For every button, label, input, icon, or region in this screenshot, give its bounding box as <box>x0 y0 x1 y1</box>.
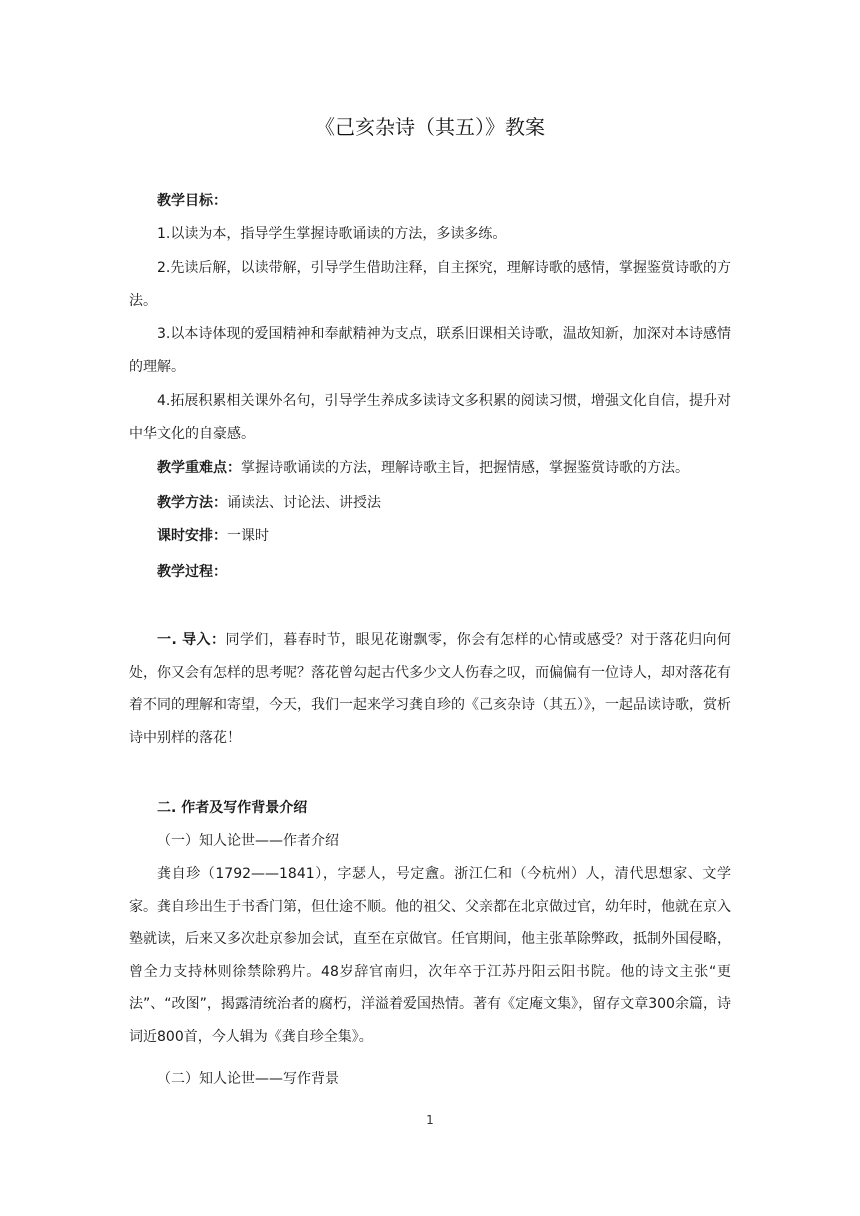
subsection2-heading: （二）知人论世——写作背景 <box>157 1071 339 1087</box>
page-number: 1 <box>426 1113 434 1127</box>
methods-line <box>129 487 731 520</box>
author-bio-paragraph: 龚自珍（1792——1841），字瑟人，号定盦。浙江仁和（今杭州）人，清代思想家、文学家。龚自珍出生于书香门第，但仕途不顺。他的祖父、父亲都在北京做过官，幼年时，他就在京入塾就读，后来又多次赴京参加会试，直至在京做官。任官期间，他主张革除弊政，抵制外国侵略，曾全力支持林则徐禁除鸦片。48岁辞官南归，次年卒于江苏丹阳云阳书院。他的诗文主张“更法”、“改图”，揭露清统治者的腐朽，洋溢着爱国热情。著有《定庵文集》，留存文章300余篇，诗词近800首，今人辑为《龚自珍全集》。 <box>129 866 731 1045</box>
document-title: 《己亥杂诗（其五）》教案 <box>315 115 545 139</box>
objectives-heading <box>129 185 731 218</box>
schedule-label: 课时安排： <box>157 528 227 544</box>
schedule-line <box>129 520 731 553</box>
methods-text: 诵读法、讨论法、讲授法 <box>227 495 381 511</box>
key-points-text: 掌握诗歌诵读的方法，理解诗歌主旨，把握情感，掌握鉴赏诗歌的方法。 <box>241 460 689 476</box>
key-points-label: 教学重难点： <box>157 460 241 476</box>
objective-item-2: 2.先读后解，以读带解，引导学生借助注释，自主探究，理解诗歌的感情，掌握鉴赏诗歌的方法。 <box>129 260 731 309</box>
section1-text: 同学们，暮春时节，眼见花谢飘零，你会有怎样的心情或感受？对于落花归向何处，你又会有怎样的思考呢？落花曾勾起古代多少文人伤春之叹，而偏偏有一位诗人，却对落花有着不同的理解和寄望，今天，我们一起来学习龚自珍的《己亥杂诗（其五）》，一起品读诗歌，赏析诗中别样的落花！ <box>129 632 731 746</box>
methods-label: 教学方法： <box>157 495 227 511</box>
objective-item-3: 3.以本诗体现的爱国精神和奉献精神为支点，联系旧课相关诗歌，温故知新，加深对本诗感情的理解。 <box>129 326 731 375</box>
subsection1-heading: （一）知人论世——作者介绍 <box>157 833 339 849</box>
process-line <box>129 556 731 589</box>
objectives-label: 教学目标： <box>157 193 227 209</box>
section1-paragraph <box>129 624 731 754</box>
objective-item-1: 1.以读为本，指导学生掌握诗歌诵读的方法，多读多练。 <box>157 226 507 242</box>
schedule-text: 一课时 <box>227 528 269 544</box>
objective-item-4: 4.拓展积累相关课外名句，引导学生养成多读诗文多积累的阅读习惯，增强文化自信，提升对中华文化的自豪感。 <box>129 393 731 442</box>
process-label: 教学过程： <box>157 564 227 580</box>
section2-heading: 二. 作者及写作背景介绍 <box>157 800 308 816</box>
key-points-line <box>129 452 731 485</box>
section1-label: 一. 导入： <box>157 632 226 648</box>
